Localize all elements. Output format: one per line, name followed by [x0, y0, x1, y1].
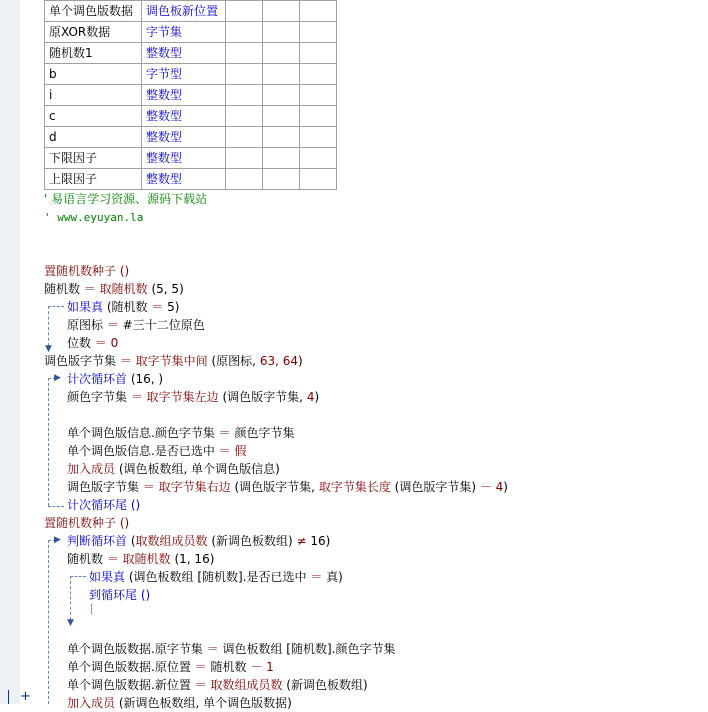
- code-text: (新调色板数组, 单个调色版数据): [115, 696, 292, 710]
- code-line[interactable]: [67, 694, 292, 712]
- code-line[interactable]: [67, 550, 214, 568]
- code-text: ＝: [218, 426, 231, 440]
- code-text: 取字节集左边: [146, 390, 219, 404]
- code-text: 5): [163, 300, 180, 314]
- code-line[interactable]: [67, 640, 395, 658]
- code-text: ): [503, 480, 508, 494]
- code-text: 颜色字节集: [67, 390, 131, 404]
- table-cell[interactable]: [226, 1, 263, 22]
- code-text: (新调色板数组): [207, 534, 297, 548]
- table-row: [45, 43, 337, 64]
- code-line[interactable]: [67, 442, 246, 460]
- code-text: 随机数: [206, 660, 251, 674]
- code-line[interactable]: [67, 658, 274, 676]
- code-line[interactable]: [67, 316, 205, 334]
- table-row: [45, 106, 337, 127]
- code-text: ＝: [106, 552, 123, 566]
- table-cell[interactable]: [226, 106, 263, 127]
- code-line[interactable]: [67, 496, 140, 514]
- code-text: 取字节集中间: [135, 354, 208, 368]
- gutter-marker: [8, 690, 9, 704]
- code-text: 到循环尾 (): [89, 588, 151, 602]
- code-line[interactable]: [67, 298, 179, 316]
- code-text: ): [314, 390, 320, 404]
- loop-arrow-icon: ▶: [54, 373, 61, 383]
- fold-arrow-icon: ▼: [45, 344, 52, 354]
- code-text: (随机数: [103, 300, 152, 314]
- table-cell[interactable]: 整数型: [142, 169, 226, 190]
- code-line[interactable]: [67, 532, 330, 550]
- fold-guide: [70, 576, 86, 577]
- code-text: 取随机数: [99, 282, 148, 296]
- code-text: 单个调色版信息.是否已选中: [67, 444, 219, 458]
- table-row: [45, 1, 337, 22]
- code-text: 16): [306, 534, 331, 548]
- table-cell[interactable]: [263, 127, 300, 148]
- code-text: 取字节集长度: [318, 480, 391, 494]
- code-text: 取随机数: [122, 552, 171, 566]
- table-row: [45, 22, 337, 43]
- expand-icon[interactable]: +: [20, 689, 31, 704]
- fold-guide: [48, 540, 49, 704]
- code-text: － 1: [250, 660, 274, 674]
- code-line[interactable]: [67, 334, 118, 352]
- code-text: 调色版字节集: [44, 354, 120, 368]
- code-text: 置随机数种子 (): [44, 264, 130, 278]
- table-cell[interactable]: [263, 64, 300, 85]
- table-cell[interactable]: c: [45, 106, 142, 127]
- code-text: #三十二位原色: [118, 318, 205, 332]
- table-cell[interactable]: 整数型: [142, 85, 226, 106]
- table-row: [45, 64, 337, 85]
- table-cell[interactable]: 字节集: [142, 22, 226, 43]
- code-text: ＝: [310, 570, 323, 584]
- fold-guide: [70, 576, 71, 620]
- table-cell[interactable]: [226, 64, 263, 85]
- table-cell[interactable]: 随机数1: [45, 43, 142, 64]
- table-cell[interactable]: 调色板新位置: [142, 1, 226, 22]
- code-text: (新调色板数组): [282, 678, 368, 692]
- code-text: (调色板数组 [随机数].是否已选中: [125, 570, 311, 584]
- code-text: 位数: [67, 336, 95, 350]
- table-cell[interactable]: 上限因子: [45, 169, 142, 190]
- code-text: 取字节集右边: [158, 480, 231, 494]
- table-cell[interactable]: [226, 85, 263, 106]
- table-cell[interactable]: [263, 22, 300, 43]
- code-line[interactable]: [44, 262, 129, 280]
- code-line[interactable]: [44, 280, 184, 298]
- code-text: 单个调色版信息.颜色字节集: [67, 426, 219, 440]
- comment-line[interactable]: ' www.eyuyan.la: [44, 211, 144, 224]
- editor-gutter: [0, 0, 20, 704]
- table-cell[interactable]: [263, 169, 300, 190]
- fold-guide: [48, 506, 64, 507]
- table-cell[interactable]: 原XOR数据: [45, 22, 142, 43]
- table-cell[interactable]: [300, 106, 337, 127]
- code-text: (调色版字节集): [390, 480, 480, 494]
- code-text: ＝: [119, 354, 136, 368]
- code-line[interactable]: [89, 586, 150, 604]
- table-cell[interactable]: [300, 127, 337, 148]
- code-text: 加入成员: [67, 696, 116, 710]
- code-text: 随机数: [67, 552, 107, 566]
- code-line[interactable]: [89, 568, 343, 586]
- table-cell[interactable]: 单个调色版数据: [45, 1, 142, 22]
- code-text: (原图标,: [207, 354, 260, 368]
- table-cell[interactable]: [226, 127, 263, 148]
- fold-guide: [48, 306, 64, 307]
- code-text: 如果真: [89, 570, 126, 584]
- table-cell[interactable]: 整数型: [142, 148, 226, 169]
- code-text: 单个调色版数据.原位置: [67, 660, 195, 674]
- code-line[interactable]: [67, 424, 294, 442]
- code-text: 取数组成员数: [135, 534, 208, 548]
- table-row: [45, 169, 337, 190]
- table-cell[interactable]: [263, 85, 300, 106]
- code-text: ＝: [194, 678, 211, 692]
- fold-guide: [48, 378, 49, 506]
- code-text: ＝: [106, 318, 119, 332]
- code-text: 单个调色版数据.原字节集: [67, 642, 207, 656]
- table-row: [45, 148, 337, 169]
- table-cell[interactable]: 字节型: [142, 64, 226, 85]
- code-text: 颜色字节集: [230, 426, 295, 440]
- code-line[interactable]: [67, 478, 508, 496]
- code-line[interactable]: [67, 460, 280, 478]
- table-cell[interactable]: i: [45, 85, 142, 106]
- code-line[interactable]: [44, 514, 129, 532]
- code-text: 取数组成员数: [210, 678, 283, 692]
- code-text: 如果真: [67, 300, 104, 314]
- table-cell[interactable]: [263, 148, 300, 169]
- table-cell[interactable]: 整数型: [142, 127, 226, 148]
- code-text: ＝: [151, 300, 164, 314]
- table-row: [45, 127, 337, 148]
- code-text: 随机数: [44, 282, 84, 296]
- code-text: 单个调色版数据.新位置: [67, 678, 195, 692]
- code-line[interactable]: [67, 370, 163, 388]
- code-text: 计次循环首: [67, 372, 128, 386]
- code-text: (5, 5): [147, 282, 184, 296]
- table-cell[interactable]: 整数型: [142, 106, 226, 127]
- fold-guide: [91, 604, 92, 614]
- code-text: ＝: [83, 282, 100, 296]
- code-text: ＝ 假: [218, 444, 247, 458]
- table-cell[interactable]: [263, 43, 300, 64]
- table-cell[interactable]: 整数型: [142, 43, 226, 64]
- fold-guide: [48, 306, 49, 346]
- code-text: ＝: [194, 660, 207, 674]
- code-text: 调色版字节集: [67, 480, 143, 494]
- code-line[interactable]: [67, 676, 368, 694]
- code-text: ≠: [296, 534, 307, 548]
- code-text: 0: [106, 336, 119, 350]
- code-text: ＝: [142, 480, 159, 494]
- variable-table: [44, 0, 337, 190]
- table-cell[interactable]: [263, 106, 300, 127]
- code-text: 63, 64: [259, 354, 298, 368]
- code-text: ＝: [206, 642, 219, 656]
- code-text: 判断循环首: [67, 534, 128, 548]
- table-cell[interactable]: [300, 148, 337, 169]
- code-text: 原图标: [67, 318, 107, 332]
- code-text: 置随机数种子 (): [44, 516, 130, 530]
- table-cell[interactable]: [300, 43, 337, 64]
- table-cell[interactable]: [300, 1, 337, 22]
- code-text: 调色板数组 [随机数].颜色字节集: [218, 642, 396, 656]
- table-cell[interactable]: [226, 22, 263, 43]
- code-text: 计次循环尾 (): [67, 498, 141, 512]
- code-text: － 4: [479, 480, 504, 494]
- code-line[interactable]: [44, 352, 303, 370]
- code-text: ＝: [94, 336, 107, 350]
- table-cell[interactable]: d: [45, 127, 142, 148]
- code-line[interactable]: [67, 388, 319, 406]
- loop-arrow-icon: ▶: [54, 535, 61, 545]
- fold-arrow-icon: ▼: [67, 618, 74, 628]
- table-row: [45, 85, 337, 106]
- table-cell[interactable]: 下限因子: [45, 148, 142, 169]
- code-text: (调色板数组, 单个调色版信息): [115, 462, 280, 476]
- code-text: 真): [322, 570, 343, 584]
- code-text: (: [127, 534, 136, 548]
- code-text: (16, ): [127, 372, 164, 386]
- table-cell[interactable]: [226, 169, 263, 190]
- code-text: (调色版字节集,: [230, 480, 319, 494]
- code-text: (调色版字节集,: [218, 390, 307, 404]
- table-cell[interactable]: b: [45, 64, 142, 85]
- code-text: (1, 16): [170, 552, 215, 566]
- comment-line[interactable]: ' 易语言学习资源、源码下载站: [44, 192, 208, 206]
- table-cell[interactable]: [263, 1, 300, 22]
- table-cell[interactable]: [226, 148, 263, 169]
- table-cell[interactable]: [300, 64, 337, 85]
- table-cell[interactable]: [300, 169, 337, 190]
- table-cell[interactable]: [300, 85, 337, 106]
- code-text: 加入成员: [67, 462, 116, 476]
- table-cell[interactable]: [226, 43, 263, 64]
- code-text: ): [297, 354, 303, 368]
- table-cell[interactable]: [300, 22, 337, 43]
- code-text: ＝: [130, 390, 147, 404]
- code-text: 4: [306, 390, 315, 404]
